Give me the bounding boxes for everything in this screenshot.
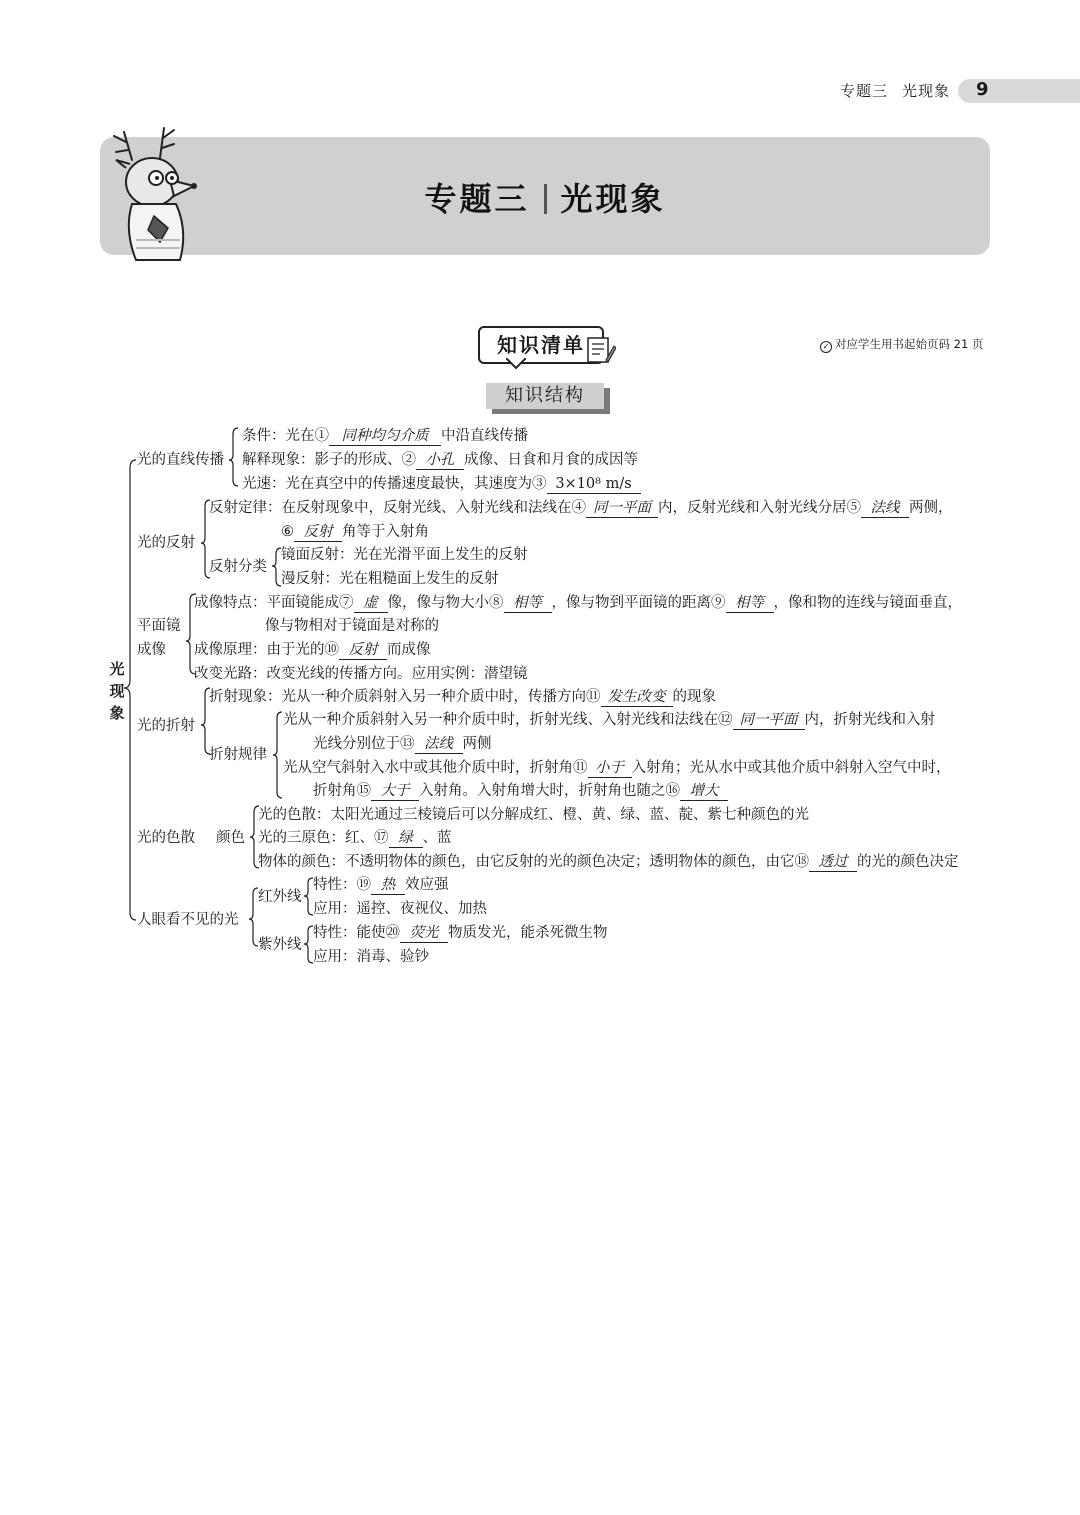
running-header-chapter: 专题三 xyxy=(840,82,889,100)
chapter-title xyxy=(100,174,990,220)
running-header xyxy=(840,80,964,101)
badge-tail-icon xyxy=(506,358,526,370)
row-rule-2b: 折射角⑮ 大于 入射角。入射角增大时，折射角也随之⑯ 增大 xyxy=(313,782,728,801)
page-reference-note xyxy=(820,336,983,353)
row-image-principle: 成像原理：由于光的⑩ 反射 而成像 xyxy=(194,642,431,658)
running-header-topic: 光现象 xyxy=(902,82,951,100)
answer-blank: 法线 xyxy=(415,735,463,754)
answer-blank: 小于 xyxy=(588,759,632,778)
deer-mascot-icon xyxy=(102,120,202,270)
answer-blank: 荧光 xyxy=(400,924,448,943)
node-plane-mirror-1: 平面镜 xyxy=(137,618,181,634)
row-specular: 镜面反射：光在光滑平面上发生的反射 xyxy=(281,547,528,563)
page-reference-text: 对应学生用书起始页码 21 页 xyxy=(835,337,984,351)
row-light-speed: 光速：光在真空中的传播速度最快，其速度为③ 3×10⁸ m/s xyxy=(242,475,641,494)
row-change-path: 改变光路：改变光线的传播方向。应用实例：潜望镜 xyxy=(194,666,528,682)
node-straight-line-propagation: 光的直线传播 xyxy=(137,452,224,468)
bracket-n6-uv xyxy=(304,926,313,963)
page-number: 9 xyxy=(976,79,989,100)
section-badge: 知识清单 xyxy=(478,326,604,364)
row-ultraviolet-property: 特性：能使⑳ 荧光 物质发光，能杀死微生物 xyxy=(313,925,608,941)
row-refraction-phenomenon: 折射现象：光从一种介质斜射入另一种介质中时，传播方向⑪ 发生改变 的现象 xyxy=(209,689,716,705)
bracket-n6-ir xyxy=(304,878,313,915)
row-diffuse: 漫反射：光在粗糙面上发生的反射 xyxy=(281,571,499,587)
title-divider xyxy=(544,184,547,214)
node-invisible-light: 人眼看不见的光 xyxy=(137,912,239,928)
answer-blank: 发生改变 xyxy=(601,688,673,707)
answer-blank: 透过 xyxy=(809,853,857,872)
node-refraction-rules: 折射规律 xyxy=(209,747,267,763)
answer-blank: 同种均匀介质 xyxy=(329,427,441,446)
notebook-pencil-icon xyxy=(584,334,616,366)
subheading-badge: 知识结构 xyxy=(486,383,604,409)
answer-blank: 大于 xyxy=(371,782,419,801)
chapter-topic: 光现象 xyxy=(560,180,666,218)
row-reflection-law-2: ⑥ 反射 角等于入射角 xyxy=(281,524,429,540)
row-image-symmetry: 像与物相对于镜面是对称的 xyxy=(265,618,439,634)
row-ultraviolet-application: 应用：消毒、验钞 xyxy=(313,949,429,965)
answer-blank: 热 xyxy=(371,876,405,895)
node-dispersion: 光的色散 xyxy=(137,830,195,846)
node-plane-mirror-2: 成像 xyxy=(137,642,166,658)
answer-blank: 同一平面 xyxy=(586,499,658,518)
answer-blank: 同一平面 xyxy=(733,711,805,730)
node-ultraviolet: 紫外线 xyxy=(258,937,302,953)
row-infrared-application: 应用：遥控、夜视仪、加热 xyxy=(313,901,487,917)
row-dispersion: 光的色散：太阳光通过三棱镜后可以分解成红、橙、黄、绿、蓝、靛、紫七种颜色的光 xyxy=(258,807,809,823)
answer-blank: 反射 xyxy=(294,523,342,542)
row-infrared-property: 特性：⑲ 热 效应强 xyxy=(313,877,449,893)
answer-blank: 相等 xyxy=(504,594,552,613)
row-reflection-law: 反射定律：在反射现象中，反射光线、入射光线和法线在④ 同一平面 内，反射光线和入射光线分居⑤ 法线 两侧， xyxy=(209,500,953,516)
row-condition: 条件：光在① 同种均匀介质 中沿直线传播 xyxy=(242,428,528,444)
node-reflection-types: 反射分类 xyxy=(209,559,267,575)
answer-blank: 反射 xyxy=(339,641,387,660)
answer-blank: 法线 xyxy=(861,499,909,518)
node-color: 颜色 xyxy=(216,830,245,846)
row-rule-1: 光从一种介质斜射入另一种介质中时，折射光线、入射光线和法线在⑫ 同一平面 内，折射光线和入射 xyxy=(283,712,935,728)
bracket-n1 xyxy=(229,428,238,486)
node-refraction: 光的折射 xyxy=(137,718,195,734)
row-image-features: 成像特点：平面镜能成⑦ 虚 像，像与物大小⑧ 相等 ，像与物到平面镜的距离⑨ 相等 ，像和物的连线与镜面垂直， xyxy=(194,595,962,611)
row-rule-2: 光从空气斜射入水中或其他介质中时，折射角⑪ 小于 入射角；光从水中或其他介质中斜射入空气中时， xyxy=(283,760,951,776)
row-explanation: 解释现象：影子的形成、② 小孔 成像、日食和月食的成因等 xyxy=(242,452,638,468)
answer-blank: 虚 xyxy=(354,594,388,613)
row-object-color: 物体的颜色：不透明物体的颜色，由它反射的光的颜色决定；透明物体的颜色，由它⑱ 透过 的光的颜色决定 xyxy=(258,854,959,870)
bracket-n6 xyxy=(249,888,258,946)
answer-blank: 3×10⁸ m/s xyxy=(547,475,641,494)
check-circle-icon: ✓ xyxy=(820,341,832,353)
row-primary-colors: 光的三原色：红、⑰ 绿 、蓝 xyxy=(258,830,452,846)
answer-blank: 相等 xyxy=(726,594,774,613)
tree-root-label: 光 现 象 xyxy=(109,660,125,722)
bracket-n4-rule xyxy=(273,712,282,798)
node-infrared: 红外线 xyxy=(258,889,302,905)
node-reflection: 光的反射 xyxy=(137,535,195,551)
answer-blank: 小孔 xyxy=(416,451,464,470)
bracket-n2-cls xyxy=(272,548,281,586)
chapter-number: 专题三 xyxy=(424,180,530,218)
answer-blank: 增大 xyxy=(680,782,728,801)
answer-blank: 绿 xyxy=(389,829,423,848)
row-rule-1b: 光线分别位于⑬ 法线 两侧 xyxy=(313,736,492,752)
